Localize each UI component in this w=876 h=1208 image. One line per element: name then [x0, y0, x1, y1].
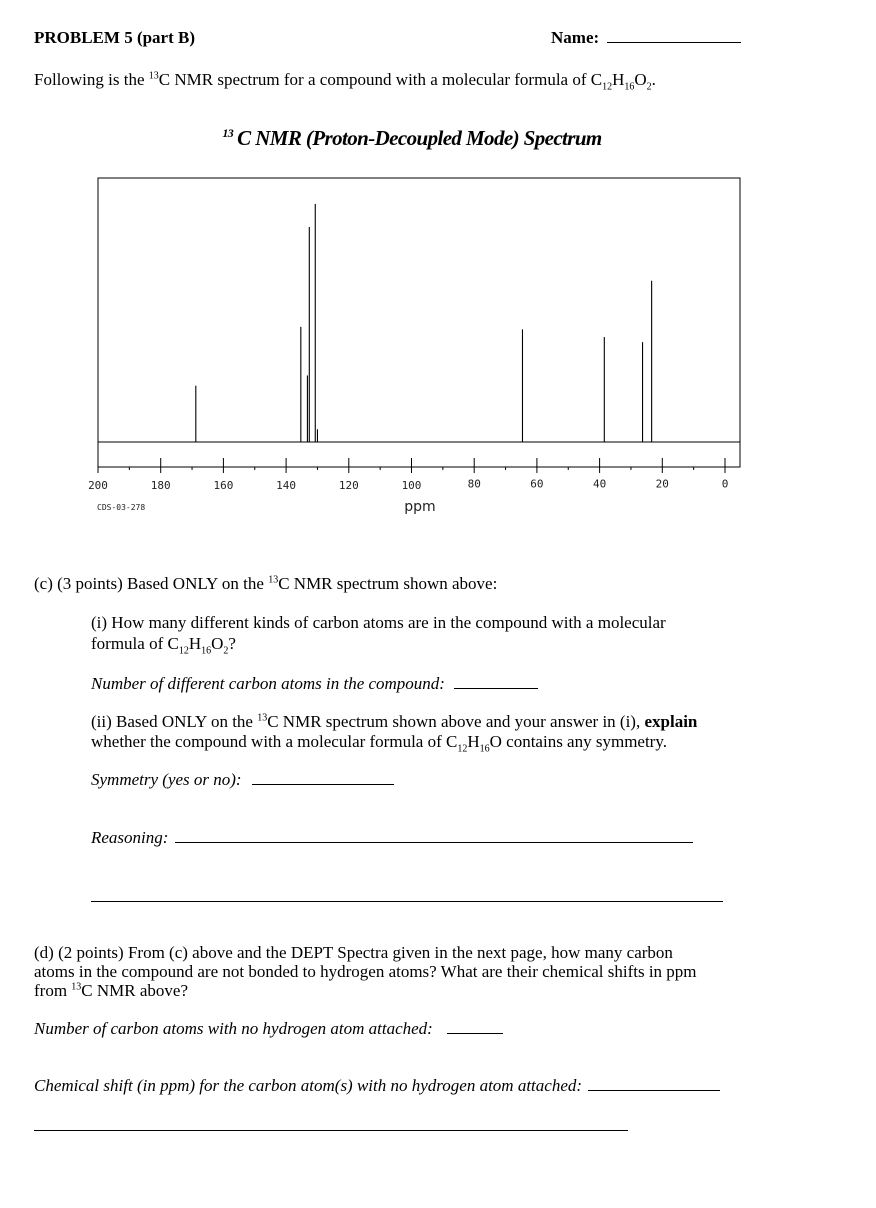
formula-c-count: 12	[602, 81, 613, 93]
question-ii-line2	[91, 732, 667, 755]
no-h-count-label: Number of carbon atoms with no hydrogen atom attached:	[34, 1019, 433, 1038]
part-d-line3-a: from	[34, 981, 72, 1000]
name-label: Name:	[551, 28, 600, 47]
reasoning-label: Reasoning:	[91, 828, 169, 847]
spectrum-frame	[98, 178, 740, 467]
part-d-line3-b: C NMR above?	[81, 981, 189, 1000]
tick-label-120: 120	[338, 479, 359, 492]
part-d-line1: (d) (2 points) From (c) above and the DEPT Spectra given in the next page, how many carbon	[34, 943, 673, 962]
q2-text-b: C NMR spectrum shown above and your answer in (i),	[267, 712, 645, 731]
part-c-suffix: C NMR spectrum shown above:	[278, 574, 498, 593]
answer-carbon-kinds[interactable]	[91, 674, 538, 694]
formula-h: H	[612, 70, 625, 89]
tick-label-0: 0	[721, 477, 729, 491]
problem-title: PROBLEM 5 (part B)	[34, 28, 196, 47]
part-c-prefix: (c) (3 points) Based ONLY on the	[34, 574, 269, 593]
q1-h-count: 16	[201, 645, 212, 657]
q1-c-count: 12	[178, 645, 189, 657]
formula-o: O	[634, 70, 647, 89]
peak-group	[196, 204, 652, 442]
nmr-spectrum-chart	[0, 0, 876, 540]
isotope-sup: 13	[148, 70, 159, 82]
chemical-shift-label: Chemical shift (in ppm) for the carbon atom(s) with no hydrogen atom attached:	[34, 1076, 583, 1095]
spectrum-code: CDS-03-278	[97, 503, 146, 512]
no-h-count-blank[interactable]	[447, 1019, 503, 1034]
q1-h: H	[188, 634, 202, 653]
part-d-line2: atoms in the compound are not bonded to hydrogen atoms? What are their chemical shifts in ppm	[34, 962, 697, 981]
part-d-sup: 13	[71, 981, 82, 993]
tick-label-160: 160	[213, 479, 234, 492]
part-c-heading	[34, 574, 497, 594]
chemical-shift-blank-1[interactable]	[588, 1076, 720, 1091]
q2-sup: 13	[257, 712, 268, 724]
tick-label-60: 60	[530, 477, 544, 491]
q2-c-count: 12	[457, 743, 468, 755]
tick-label-100: 100	[401, 479, 422, 492]
q2-explain: explain	[644, 712, 698, 731]
intro-end: .	[651, 70, 656, 89]
tick-label-20: 20	[655, 477, 669, 491]
carbon-kinds-blank[interactable]	[454, 674, 538, 689]
q1-o-count: 2	[223, 645, 229, 657]
reasoning-blank-1[interactable]	[175, 828, 693, 843]
tick-label-140: 140	[276, 479, 297, 492]
q1-o: O	[211, 634, 224, 653]
tick-label-40: 40	[592, 477, 607, 491]
q1-text: formula of C	[91, 634, 179, 653]
formula-o-count: 2	[646, 81, 652, 93]
answer-no-h-count[interactable]	[34, 1019, 503, 1039]
symmetry-blank[interactable]	[252, 770, 394, 785]
q2-h-count: 16	[479, 743, 490, 755]
tick-label-80: 80	[467, 477, 481, 491]
q2-line2-text: whether the compound with a molecular formula of C	[91, 732, 458, 751]
question-i-line1: (i) How many different kinds of carbon atoms are in the compound with a molecular	[91, 613, 666, 632]
answer-symmetry[interactable]	[91, 770, 394, 790]
q2-h: H	[467, 732, 480, 751]
question-ii-line1	[91, 712, 697, 732]
x-axis-label: ppm	[404, 499, 436, 515]
spectrum-title-text: C NMR (Proton-Decoupled Mode) Spectrum	[237, 126, 602, 150]
intro-middle: C NMR spectrum for a compound with a molecular formula of C	[158, 70, 603, 89]
part-d-line3	[34, 981, 188, 1001]
tick-label-180: 180	[150, 479, 171, 492]
q2-text-a: (ii) Based ONLY on the	[91, 712, 258, 731]
question-i-line2	[91, 634, 236, 657]
q2-o-end: O contains any symmetry.	[489, 732, 667, 751]
part-c-sup: 13	[268, 574, 279, 586]
formula-h-count: 16	[624, 81, 635, 93]
tick-label-200: 200	[88, 479, 108, 492]
q1-end: ?	[228, 634, 236, 653]
tick-group	[88, 458, 728, 492]
spectrum-title-sup: 13	[222, 126, 234, 140]
symmetry-label: Symmetry (yes or no):	[91, 770, 242, 789]
reasoning-blank-2[interactable]	[91, 901, 723, 902]
answer-chemical-shift[interactable]	[34, 1076, 720, 1096]
answer-carbon-kinds-label: Number of different carbon atoms in the compound:	[91, 674, 445, 693]
spectrum-title	[222, 126, 602, 150]
intro-before: Following is the	[34, 70, 149, 89]
chemical-shift-blank-2[interactable]	[34, 1130, 628, 1131]
answer-reasoning[interactable]	[91, 828, 693, 848]
